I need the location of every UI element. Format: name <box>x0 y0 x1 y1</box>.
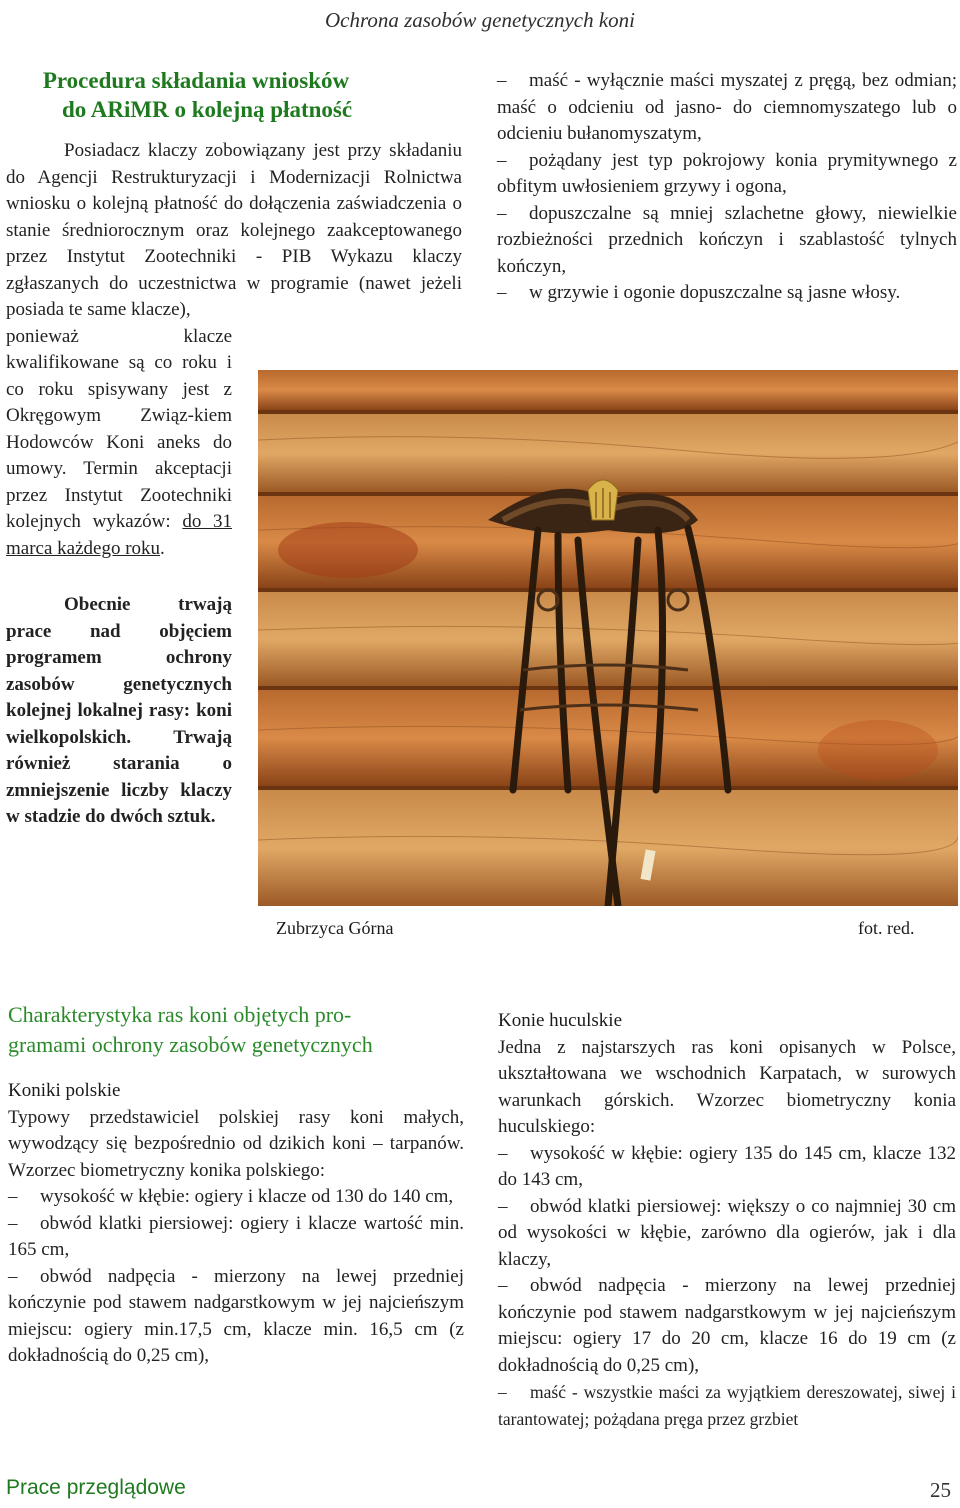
bold-paragraph: Obecnie trwają prace nad objęciem programem ochrony zasobów genetycznych kolejnej lokalnej rasy: koni wielkopolskich. Trwają również starania o zmniejszenie liczby klaczy w stadzie do dwóch sztuk. <box>6 594 232 827</box>
huculskie-item-text: maść - wszystkie maści za wyjątkiem dereszowatej, siwej i tarantowatej; pożądana pręga przez grzbiet <box>498 1382 956 1429</box>
list-item <box>497 148 957 201</box>
footer-section-name: Prace przeglądowe <box>6 1476 186 1499</box>
list-item <box>497 280 957 307</box>
huculskie-intro: Jedna z najstarszych ras koni opisanych w Polsce, ukształtowana we wschodnich Karpatach, w surowych warunkach górskich. Wzorzec biometryczny konia huculskiego: <box>498 1036 956 1137</box>
koniki-item <box>8 1211 464 1264</box>
huculskie-item-text: obwód klatki piersiowej: większy o co najmniej 30 cm od wysokości w kłębie, zarówno dla ogierów, jak i dla klaczy, <box>498 1195 956 1270</box>
huculskie-item <box>498 1141 956 1194</box>
koniki-item <box>8 1264 464 1370</box>
procedure-paragraph-narrow <box>6 324 232 563</box>
list-dash: – <box>498 1195 508 1217</box>
page-number: 25 <box>930 1478 951 1502</box>
list-item-text: dopuszczalne są mniej szlachetne głowy, niewielkie rozbieżności przednich kończyn i szablastość tylnych kończyn, <box>497 202 957 277</box>
list-dash: – <box>497 282 507 303</box>
photo-caption-location: Zubrzyca Górna <box>276 918 394 938</box>
procedure-paragraph-narrow-text: ponieważ klacze kwalifikowane są co roku i co roku spisywany jest z Okręgowym Związ-kiem Hodowców Koni aneks do umowy. Termin akceptacji przez Instytut Zootechniki kolejnych wykazów: <box>6 325 232 532</box>
huculskie-item-text: wysokość w kłębie: ogiery 135 do 145 cm, klacze 132 do 143 cm, <box>498 1142 956 1190</box>
list-item-text: maść - wyłącznie maści myszatej z pręgą, bez odmian; maść o odcieniu od jasno- do ciemnomyszatego lub o odcieniu bułanomyszatym, <box>497 70 957 144</box>
list-dash: – <box>498 1142 508 1164</box>
procedure-paragraph: Posiadacz klaczy zobowiązany jest przy składaniu do Agencji Restrukturyzacji i Modernizacji Rolnictwa wniosku o kolejną płatność do dołączenia zaświadczenia o stanie średniorocznym oraz kolejnego zaakceptowanego przez Instytut Zootechniki - PIB Wykazu klaczy zgłaszanych do uczestnictwa w programie (nawet jeżeli posiada te same klacze), <box>6 140 462 320</box>
list-dash: – <box>498 1275 508 1296</box>
koniki-item-text: obwód nadpęcia - mierzony na lewej przedniej kończynie pod stawem nadgarstkowym w jej najcieńszym miejscu: ogiery min.17,5 cm, klacze min. 16,5 cm (z dokładnością do 0,25 cm), <box>8 1265 464 1366</box>
huculskie-item-text: obwód nadpęcia - mierzony na lewej przedniej kończynie pod stawem nadgarstkowym w jej najcieńszym miejscu: ogiery 17 do 20 cm, klacze 16 do 19 cm (z dokładnością do 0,25 cm), <box>498 1275 956 1376</box>
koniki-item-text: obwód klatki piersiowej: ogiery i klacze wartość min. 165 cm, <box>8 1212 464 1260</box>
photo-caption-credit: fot. red. <box>858 918 915 938</box>
list-item <box>497 201 957 281</box>
huculskie-section <box>498 1008 956 1432</box>
breed-standard-list <box>497 68 957 307</box>
list-item-text: w grzywie i ogonie dopuszczalne są jasne włosy. <box>529 282 901 303</box>
characteristics-section <box>8 1000 464 1370</box>
list-dash: – <box>8 1212 18 1234</box>
huculskie-item <box>498 1273 956 1379</box>
koniki-title: Koniki polskie <box>8 1080 121 1101</box>
list-item <box>497 68 957 148</box>
running-header: Ochrona zasobów genetycznych koni <box>324 8 636 32</box>
koniki-item-text: wysokość w kłębie: ogiery i klacze od 130 do 140 cm, <box>40 1186 454 1207</box>
list-dash: – <box>498 1382 507 1402</box>
characteristics-heading-line2: gramami ochrony zasobów genetycznych <box>8 1032 373 1057</box>
list-dash: – <box>497 149 507 171</box>
huculskie-item <box>498 1379 956 1432</box>
huculskie-title: Konie huculskie <box>498 1010 623 1031</box>
harness-photo <box>258 370 958 906</box>
procedure-section <box>6 66 462 831</box>
procedure-heading-line1: Procedura składania wniosków <box>42 68 350 93</box>
koniki-intro: Typowy przedstawiciel polskiej rasy koni małych, wywodzący się bezpośrednio od dzikich koni – tarpanów. Wzorzec biometryczny konika polskiego: <box>8 1106 464 1181</box>
koniki-item <box>8 1184 464 1211</box>
list-dash: – <box>8 1186 18 1207</box>
harness-photo-illustration <box>258 370 958 906</box>
huculskie-item <box>498 1194 956 1274</box>
list-item-text: pożądany jest typ pokrojowy konia prymitywnego z obfitym uwłosieniem grzywy i ogona, <box>497 149 957 197</box>
list-dash: – <box>8 1265 18 1287</box>
list-dash: – <box>497 202 507 224</box>
procedure-heading-line2: do ARiMR o kolejną płatność <box>62 97 353 122</box>
characteristics-heading-line1: Charakterystyka ras koni objętych pro- <box>8 1002 352 1027</box>
list-dash: – <box>497 70 507 91</box>
deadline-period: . <box>160 537 165 559</box>
deadline-text: do 31 marca każdego roku <box>6 511 233 559</box>
